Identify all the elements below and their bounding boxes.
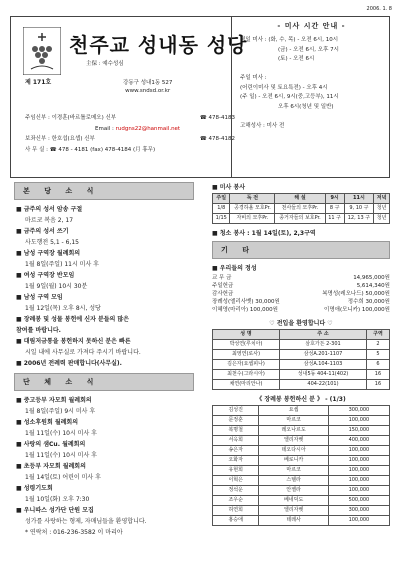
website-link[interactable]: www.sndsd.or.kr xyxy=(125,88,171,94)
column-header: 구역 xyxy=(366,330,389,340)
table-row xyxy=(213,466,390,476)
table-cell: 엘리자벳 xyxy=(259,506,328,516)
list-item: 1월 9일(월) 10시 30분 xyxy=(25,283,88,290)
table-cell: 9, 10 구 xyxy=(344,204,373,214)
table-row xyxy=(213,496,390,506)
list-item: 1월 10일(화) 오후 7:30 xyxy=(25,496,90,503)
offerings-list xyxy=(212,274,390,314)
mass-line: 오후 6시(청년 및 일반) xyxy=(278,103,334,110)
table-cell: 정석운 xyxy=(213,486,259,496)
email-link[interactable]: rudgns22@hanmail.net xyxy=(115,125,181,132)
patron: 主保 : 예수성심 xyxy=(86,61,124,67)
welcome-title: ♡ 전입을 환영합니다 ♡ xyxy=(269,320,333,327)
offering-row xyxy=(212,274,390,282)
mass-line xyxy=(240,65,383,75)
table-cell: 베로니카 xyxy=(259,456,328,466)
table-cell: 1/8 xyxy=(213,204,230,214)
section-parish-news: 본 당 소 식 xyxy=(14,182,194,200)
table-cell: 오화자 xyxy=(213,456,259,466)
table-cell: 8 구 xyxy=(325,204,344,214)
table-cell: 16 xyxy=(366,380,389,390)
column-header: 11시 xyxy=(344,194,373,204)
list-item: ■ 성소후원회 월례회의 xyxy=(16,419,79,426)
table-cell: 500,000 xyxy=(328,496,389,506)
table-row xyxy=(213,406,390,416)
table-row xyxy=(213,350,390,360)
list-item: 1월 12일(목) 오후 8시, 성당 xyxy=(25,305,101,312)
mass-service-title: ■ 미사 봉사 xyxy=(212,184,246,191)
table-row xyxy=(213,360,390,370)
contact-list xyxy=(25,113,235,155)
table-cell: 삼호가든 2-301 xyxy=(280,340,367,350)
donation-table xyxy=(212,405,390,526)
email-label: Email : xyxy=(95,125,116,132)
table-cell: 100,000 xyxy=(328,476,389,486)
table-row xyxy=(213,426,390,436)
table-cell: 삼성A.104-1103 xyxy=(280,360,367,370)
table-cell: 요셉 xyxy=(259,406,328,416)
list-item: 1월 14일(토) 어린이 미사 후 xyxy=(25,474,101,481)
table-cell: 11 구 xyxy=(325,214,344,224)
column-header: 주일 xyxy=(213,194,230,204)
parish-news-list xyxy=(14,200,194,373)
offering-right: 14,965,000원 xyxy=(353,275,390,281)
list-item: ■ 초등부 자모회 월례회의 xyxy=(16,463,86,470)
list-item: 마르코 복음 2, 17 xyxy=(25,217,74,224)
mass-line: (어린이미사 및 토요특전) - 오후 4시 xyxy=(240,84,328,91)
donation-title: 《 장례봉 봉헌하신 분 》 - (1/3) xyxy=(256,396,346,403)
right-column xyxy=(212,182,390,526)
list-item: * 연락처 : 016-236-3582 이 마리아 xyxy=(25,529,123,536)
offering-right: 이명애(모니카) 100,000원 xyxy=(324,307,390,313)
contact-label: 주임신부 : 이경훈(바르톨로메오) 신부 xyxy=(25,115,117,121)
welcome-table xyxy=(212,329,390,390)
column-header: 주 소 xyxy=(280,330,367,340)
offering-row xyxy=(212,290,390,298)
list-item: 1월 8일(주일) 11시 미사 후 xyxy=(25,261,99,268)
offerings-title: ■ 우리들의 정성 xyxy=(212,265,257,272)
list-item: ■ 남성 구역장 월례회의 xyxy=(16,250,81,257)
section-other: 기 타 xyxy=(212,241,390,259)
address-block xyxy=(123,79,172,95)
list-item: ■ 금주의 성서 쓰기 xyxy=(16,228,69,235)
table-cell: 복명철 xyxy=(213,426,259,436)
contact-row xyxy=(25,113,235,124)
left-column xyxy=(14,182,194,542)
contact-label: 사 무 실 : ☎ 478 - 4181 (fax) 478-4184 (月 휴무) xyxy=(25,146,156,153)
email-row xyxy=(25,124,235,135)
table-row xyxy=(213,516,390,526)
header-box xyxy=(10,16,390,178)
table-cell: 안젤라 xyxy=(259,486,328,496)
table-cell: 문정훈 xyxy=(213,416,259,426)
table-cell: 송은자 xyxy=(213,446,259,456)
offering-right: 정수희 30,000원 xyxy=(347,299,390,305)
list-item: ■ 중고등부 자모회 월례회의 xyxy=(16,397,92,404)
table-cell: 채연(마리안나) xyxy=(213,380,280,390)
table-row xyxy=(213,506,390,516)
table-cell: 6 xyxy=(366,360,389,370)
contact-label: 보좌신부 : 한호섭(요셉) 신부 xyxy=(25,136,95,142)
contact-row xyxy=(25,134,235,145)
table-cell: 공경하올 모호Pr. xyxy=(230,204,275,214)
offering-left: 이혜영(마리아) 100,000원 xyxy=(212,307,278,313)
mass-schedule xyxy=(231,17,391,177)
table-cell: 베네딕도 xyxy=(259,496,328,506)
mass-line: (토) - 오전 6시 xyxy=(278,56,315,62)
table-cell: 100,000 xyxy=(328,516,389,526)
list-item: 사도행전 5,1 - 6,15 xyxy=(25,239,79,246)
table-cell: 박성연(루치아) xyxy=(213,340,280,350)
table-row xyxy=(213,370,390,380)
cleaning-service: ■ 청소 봉사 : 1월 14일(토), 2,3구역 xyxy=(212,230,316,237)
offering-right: 5,614,340원 xyxy=(356,283,390,289)
table-row xyxy=(213,416,390,426)
section-group-news: 단 체 소 식 xyxy=(14,373,194,391)
table-row xyxy=(213,436,390,446)
table-cell: 5 xyxy=(366,350,389,360)
column-header: 해 설 xyxy=(275,194,325,204)
table-cell: 청년 xyxy=(374,204,390,214)
table-row xyxy=(213,340,390,350)
list-item: ■ 성령기도회 xyxy=(16,485,53,492)
group-news-list xyxy=(14,391,194,542)
mass-line: 고해성사 : 미사 전 xyxy=(240,122,285,129)
table-cell: 100,000 xyxy=(328,416,389,426)
column-header: 독 전 xyxy=(230,194,275,204)
table-cell: 150,000 xyxy=(328,426,389,436)
issue-number: 제 171호 xyxy=(25,79,52,86)
table-cell: 마르코 xyxy=(259,416,328,426)
table-cell: 홍승애 xyxy=(213,516,259,526)
table-cell: 300,000 xyxy=(328,506,389,516)
table-cell: 최천수(그라시아) xyxy=(213,370,280,380)
table-cell: 2 xyxy=(366,340,389,350)
list-item: ■ 금주의 성서 암송 구절 xyxy=(16,206,83,213)
table-cell: 100,000 xyxy=(328,456,389,466)
address: 강동구 성내1동 527 xyxy=(123,80,173,86)
table-cell: 100,000 xyxy=(328,486,389,496)
contact-phone: ☎ 478-4183 xyxy=(199,115,235,121)
table-cell: 삼성A.201-1107 xyxy=(280,350,367,360)
offering-row xyxy=(212,282,390,290)
table-cell: 이혁은 xyxy=(213,476,259,486)
table-cell: 김성진 xyxy=(213,406,259,416)
list-item: 1월 11일(수) 10시 미사 후 xyxy=(25,430,97,437)
column-header: 9시 xyxy=(325,194,344,204)
list-item: 1월 8일(주일) 9시 미사 후 xyxy=(25,408,96,415)
table-cell: 100,000 xyxy=(328,466,389,476)
contact-phone: ☎ 478-4182 xyxy=(199,136,235,142)
list-item: 성가를 사랑하는 형제, 자매님들을 환영합니다. xyxy=(25,518,147,525)
table-row xyxy=(213,446,390,456)
list-item: 1월 11일(수) 10시 미사 후 xyxy=(25,452,97,459)
column-header: 저녁 xyxy=(374,194,390,204)
table-row xyxy=(213,456,390,466)
list-item: ■ 여성 구역장 반모임 xyxy=(16,272,75,279)
table-cell: 천사들의 모후Pr. xyxy=(275,204,325,214)
table-cell: 자비의 모후Pr. xyxy=(230,214,275,224)
table-cell: 404-22(101) xyxy=(280,380,367,390)
offering-row xyxy=(212,306,390,314)
table-cell: 김은자(요셉피나) xyxy=(213,360,280,370)
table-cell: 종거자들의 보호Pr. xyxy=(275,214,325,224)
list-item: ■ 사랑의 샘Cu. 월례회의 xyxy=(16,441,86,448)
table-cell: 성내5동 404-11(402) xyxy=(280,370,367,380)
table-cell: 스텔라 xyxy=(259,476,328,486)
table-cell: 테레사 xyxy=(259,516,328,526)
parish-logo-icon xyxy=(23,27,61,75)
bulletin-date: 2006. 1. 8 xyxy=(366,6,392,12)
list-item: ■ 장례봉 및 성물 봉헌에 신자 분들의 많은 xyxy=(16,316,130,323)
table-cell: 유현희 xyxy=(213,466,259,476)
page-title: 천주교 성내동 성당 xyxy=(69,33,248,57)
mass-line: (금) - 오전 6시, 오후 7시 xyxy=(278,46,339,53)
mass-title: - 미사 시간 안내 - xyxy=(277,22,346,30)
table-cell: 100,000 xyxy=(328,446,389,456)
table-cell: 1/15 xyxy=(213,214,230,224)
mass-line: (주 일) - 오전 6시, 9시(중,고등부), 11시 xyxy=(240,94,339,100)
table-cell: 데오다시아 xyxy=(259,446,328,456)
table-cell: 마르코 xyxy=(259,466,328,476)
table-row xyxy=(213,214,390,224)
mass-service-table xyxy=(212,193,390,224)
list-item: ■ 우니따스 성가단 단원 모집 xyxy=(16,507,94,514)
mass-line: 주일 미사 : xyxy=(240,75,267,81)
offering-left: 교 무 금 xyxy=(212,275,232,281)
table-cell: 청년 xyxy=(374,214,390,224)
table-row xyxy=(213,204,390,214)
table-cell: 16 xyxy=(366,370,389,380)
mass-line: 평일 미사 : (화, 수, 목) - 오전 6시, 10시 xyxy=(240,37,339,43)
offering-left: 주일헌금 xyxy=(212,283,234,289)
table-row xyxy=(213,476,390,486)
offering-right: 복명성(레오나드) 50,000원 xyxy=(322,291,390,297)
table-row xyxy=(213,486,390,496)
table-cell: 허연희 xyxy=(213,506,259,516)
table-cell: 400,000 xyxy=(328,436,389,446)
table-cell: 서옥희 xyxy=(213,436,259,446)
table-row xyxy=(213,380,390,390)
offering-left: 감사헌금 xyxy=(212,291,234,297)
list-item: 참여를 바랍니다. xyxy=(16,327,61,334)
table-cell: 엘리자벳 xyxy=(259,436,328,446)
contact-row xyxy=(25,145,235,156)
column-header: 성 명 xyxy=(213,330,280,340)
offering-row xyxy=(212,298,390,306)
list-item: ■ 2006년 전례력 판매합니다(사무실). xyxy=(16,360,122,367)
list-item: 시일 내에 사무실로 가져다 주시기 바랍니다. xyxy=(25,349,141,356)
mass-line xyxy=(240,112,383,122)
list-item: ■ 대림저금통을 봉헌하지 못하신 분은 빠른 xyxy=(16,338,131,345)
list-item: ■ 남성 구역 모임 xyxy=(16,294,63,301)
mass-lines xyxy=(232,31,391,136)
table-cell: 최영연(로사) xyxy=(213,350,280,360)
offering-left: 장례성(엘리사벳) 30,000원 xyxy=(212,299,280,305)
table-cell: 12, 13 구 xyxy=(344,214,373,224)
table-cell: 조우순 xyxy=(213,496,259,506)
table-cell: 레오나르도 xyxy=(259,426,328,436)
table-cell: 300,000 xyxy=(328,406,389,416)
